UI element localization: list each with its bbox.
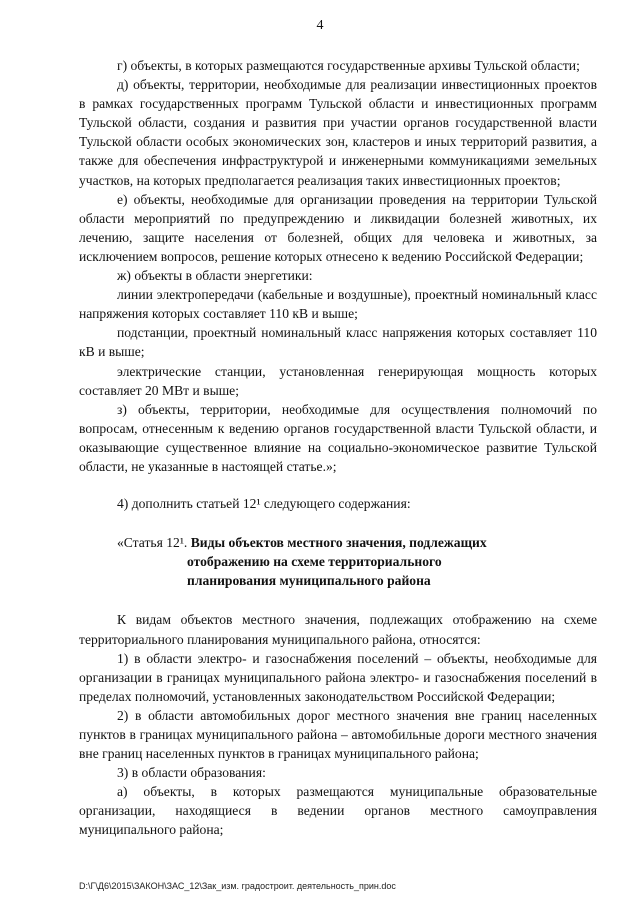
- article-heading-line1: [79, 533, 597, 552]
- paragraph-power-lines: линии электропередачи (кабельные и воздушные), проектный номинальный класс напряжения которых составляет 110 кВ и выше;: [79, 287, 597, 322]
- page-number: 4: [316, 18, 324, 33]
- article-prefix: «Статья 12¹.: [117, 535, 191, 551]
- footer-file-path: D:\Г\Д6\2015\ЗАКОН\ЗАС_12\Зак_изм. градостроит. деятельность_прин.doc: [79, 881, 396, 891]
- paragraph-zh: ж) объекты в области энергетики:: [117, 268, 313, 284]
- article-item-2: 2) в области автомобильных дорог местного значения вне границ населенных пунктов в границах муниципального района – автомобильные дороги местного значения вне границ населенных пунктов в границах муниципального района;: [79, 707, 597, 762]
- document-body: [79, 56, 597, 840]
- paragraph-e: е) объекты, необходимые для организации проведения на территории Тульской области мероприятий по предупреждению и ликвидации болезней животных, их лечению, защите населения от болезней, общих для человека и животных, за исключением вопросов, решение которых отнесено к ведению Российской Федерации;: [79, 191, 597, 264]
- article-intro: К видам объектов местного значения, подлежащих отображению на схеме территориального планирования муниципального района, относятся:: [79, 612, 597, 647]
- paragraph-z: з) объекты, территории, необходимые для осуществления полномочий по вопросам, отнесенным к ведению органов государственной власти Тульской области, и оказывающие существенное влияние на социально-экономическое развитие Тульской области, не указанные в настоящей статье.»;: [79, 401, 597, 474]
- article-title-line1: Виды объектов местного значения, подлежащих: [190, 535, 487, 551]
- article-item-1: 1) в области электро- и газоснабжения поселений – объекты, необходимые для организации в границах муниципального района электро- и газоснабжения поселений в пределах полномочий, установленных законодательством Российской Федерации;: [79, 650, 597, 704]
- article-title-line2: отображению на схеме территориального: [187, 554, 442, 570]
- paragraph-g: г) объекты, в которых размещаются государственные архивы Тульской области;: [117, 58, 580, 73]
- article-title-line3: планирования муниципального района: [187, 573, 431, 589]
- article-item-3: 3) в области образования:: [117, 765, 266, 781]
- paragraph-substations: подстанции, проектный номинальный класс напряжения которых составляет 110 кВ и выше;: [79, 325, 597, 360]
- article-item-3a: а) объекты, в которых размещаются муниципальные образовательные организации, находящиеся в ведении органов местного самоуправления муниципального района;: [79, 784, 597, 838]
- paragraph-4: 4) дополнить статьей 12¹ следующего содержания:: [117, 496, 411, 512]
- paragraph-d: д) объекты, территории, необходимые для реализации инвестиционных проектов в рамках государственных программ Тульской области и инвестиционных программ Тульской области, создания и развития при участии органов государственной власти Тульской области особых экономических зон, кластеров и иных территорий развития, а также для обеспечения инфраструктурой и инженерными коммуникациями земельных участков, на которых предполагается реализация таких инвестиционных проектов;: [79, 77, 597, 188]
- article-heading: [79, 533, 597, 590]
- paragraph-power-stations: электрические станции, установленная генерирующая мощность которых составляет 20 МВт и выше;: [79, 363, 597, 398]
